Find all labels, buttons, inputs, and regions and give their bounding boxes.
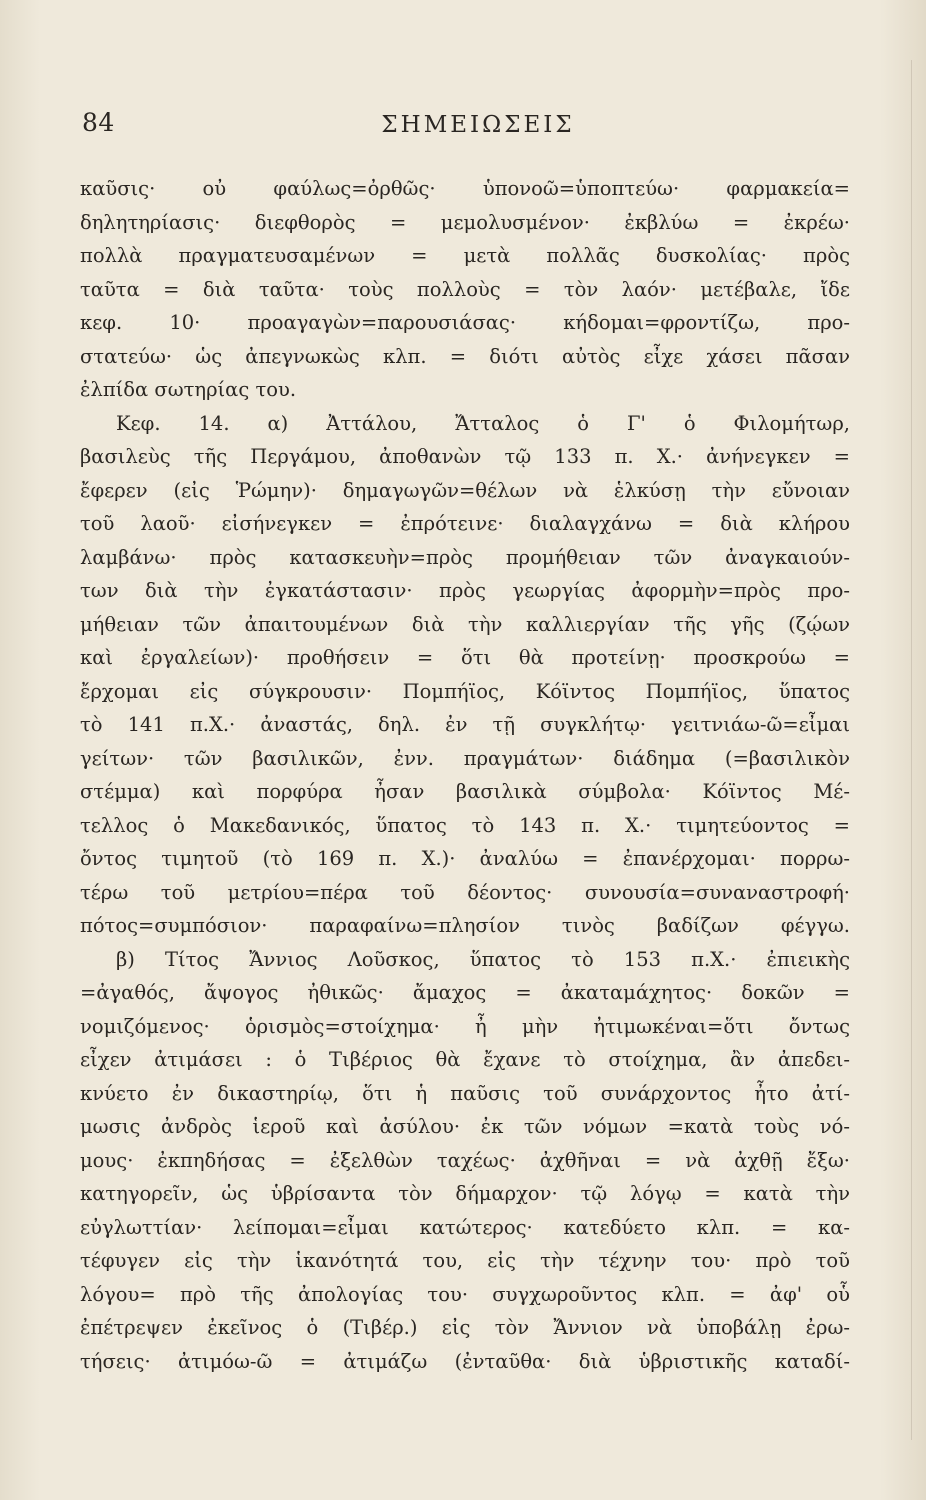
text-line: μήθειαν τῶν ἀπαιτουμένων διὰ τὴν καλλιεργίαν τῆς γῆς (ζῴων	[80, 612, 850, 636]
text-line: μους· ἐκπηδήσας = ἐξελθὼν ταχέως· ἀχθῆναι = νὰ ἀχθῇ ἔξω·	[80, 1148, 850, 1172]
text-line: εἶχεν ἀτιμάσει : ὁ Τιβέριος θὰ ἔχανε τὸ στοίχημα, ἂν ἀπεδει-	[80, 1048, 850, 1071]
page-number: 84	[82, 108, 115, 137]
text-line: τελλος ὁ Μακεδανικός, ὕπατος τὸ 143 π. Χ.· τιμητεύοντος =	[80, 813, 850, 837]
text-line: =ἀγαθός, ἄψογος ἠθικῶς· ἄμαχος = ἀκαταμάχητος· δοκῶν =	[80, 981, 850, 1004]
text-line: καὶ ἐργαλείων)· προθήσειν = ὅτι θὰ προτείνῃ· προσκρούω =	[80, 646, 850, 669]
notes-text	[80, 172, 850, 1378]
text-line: ἔρχομαι εἰς σύγκρουσιν· Πομπήϊος, Κόϊντος Πομπήϊος, ὕπατος	[80, 679, 850, 703]
text-line: νομιζόμενος· ὁρισμὸς=στοίχημα· ἦ μὴν ἠτιμωκέναι=ὅτι ὄντως	[80, 1014, 850, 1038]
text-line: τέφυγεν εἰς τὴν ἱκανότητά του, εἰς τὴν τέχνην του· πρὸ τοῦ	[80, 1249, 850, 1272]
text-line: λαμβάνω· πρὸς κατασκευὴν=πρὸς προμήθειαν τῶν ἀναγκαιούν-	[80, 545, 850, 569]
page-edge-shadow	[911, 60, 912, 1440]
page-header	[0, 108, 926, 144]
text-line: κατηγορεῖν, ὡς ὑβρίσαντα τὸν δήμαρχον· τῷ λόγῳ = κατὰ τὴν	[80, 1182, 850, 1205]
text-line: ὄντος τιμητοῦ (τὸ 169 π. Χ.)· ἀναλύω = ἐπανέρχομαι· πορρω-	[80, 847, 850, 870]
text-line: κνύετο ἐν δικαστηρίῳ, ὅτι ἡ παῦσις τοῦ συνάρχοντος ἦτο ἀτί-	[80, 1081, 850, 1105]
text-line: ἐπέτρεψεν ἐκεῖνος ὁ (Τιβέρ.) εἰς τὸν Ἄννιον νὰ ὑποβάλῃ ἐρω-	[80, 1316, 850, 1339]
text-line: γείτων· τῶν βασιλικῶν, ἐνν. πραγμάτων· διάδημα (=βασιλικὸν	[80, 746, 850, 770]
chapter-heading-line: Κεφ. 14. α) Ἀττάλου, Ἄτταλος ὁ Γ' ὁ Φιλομήτωρ,	[116, 411, 850, 435]
text-line: ἔφερεν (εἰς Ῥώμην)· δημαγωγῶν=θέλων νὰ ἑλκύσῃ τὴν εὔνοιαν	[80, 478, 850, 502]
text-line: καῦσις· οὐ φαύλως=ὀρθῶς· ὑπονοῶ=ὑποπτεύω· φαρμακεία=	[80, 177, 850, 200]
text-line: τοῦ λαοῦ· εἰσήνεγκεν = ἐπρότεινε· διαλαγχάνω = διὰ κλήρου	[80, 512, 850, 535]
section-heading-line: β) Τίτος Ἄννιος Λοῦσκος, ὕπατος τὸ 153 π.Χ.· ἐπιεικὴς	[116, 947, 850, 971]
text-line: κεφ. 10· προαγαγὼν=παρουσιάσας· κήδομαι=φροντίζω, προ-	[80, 311, 850, 334]
text-line: τὸ 141 π.Χ.· ἀναστάς, δηλ. ἐν τῇ συγκλήτῳ· γειτνιάω-ῶ=εἶμαι	[80, 713, 850, 736]
text-line: βασιλεὺς τῆς Περγάμου, ἀποθανὼν τῷ 133 π. Χ.· ἀνήνεγκεν =	[80, 445, 850, 468]
text-line: τέρω τοῦ μετρίου=πέρα τοῦ δέοντος· συνουσία=συναναστροφή·	[80, 880, 850, 904]
text-line: τήσεις· ἀτιμόω-ῶ = ἀτιμάζω (ἐνταῦθα· διὰ ὑβριστικῆς καταδί-	[80, 1349, 850, 1373]
text-line: λόγου= πρὸ τῆς ἀπολογίας του· συγχωροῦντος κλπ. = ἀφ' οὗ	[80, 1282, 850, 1306]
text-line: ταῦτα = διὰ ταῦτα· τοὺς πολλοὺς = τὸν λαόν· μετέβαλε, ἴδε	[80, 277, 850, 301]
text-line: μωσις ἀνδρὸς ἱεροῦ καὶ ἀσύλου· ἐκ τῶν νόμων =κατὰ τοὺς νό-	[80, 1115, 850, 1138]
text-line: ἐλπίδα σωτηρίας του.	[80, 378, 297, 401]
text-line: πολλὰ πραγματευσαμένων = μετὰ πολλᾶς δυσκολίας· πρὸς	[80, 244, 850, 267]
text-line: στατεύω· ὡς ἀπεγνωκὼς κλπ. = διότι αὐτὸς εἶχε χάσει πᾶσαν	[80, 344, 850, 368]
text-line: εὐγλωττίαν· λείπομαι=εἶμαι κατώτερος· κατεδύετο κλπ. = κα-	[80, 1215, 850, 1239]
text-line: στέμμα) καὶ πορφύρα ἦσαν βασιλικὰ σύμβολα· Κόϊντος Μέ-	[80, 780, 850, 803]
running-title: ΣΗΜΕΙΩΣΕΙΣ	[381, 112, 575, 138]
text-line: δηλητηρίασις· διεφθορὸς = μεμολυσμένον· ἐκβλύω = ἐκρέω·	[80, 210, 850, 234]
text-line: πότος=συμπόσιον· παραφαίνω=πλησίον τινὸς βαδίζων φέγγω.	[80, 914, 850, 937]
text-line: των διὰ τὴν ἐγκατάστασιν· πρὸς γεωργίας ἀφορμὴν=πρὸς προ-	[80, 579, 850, 602]
